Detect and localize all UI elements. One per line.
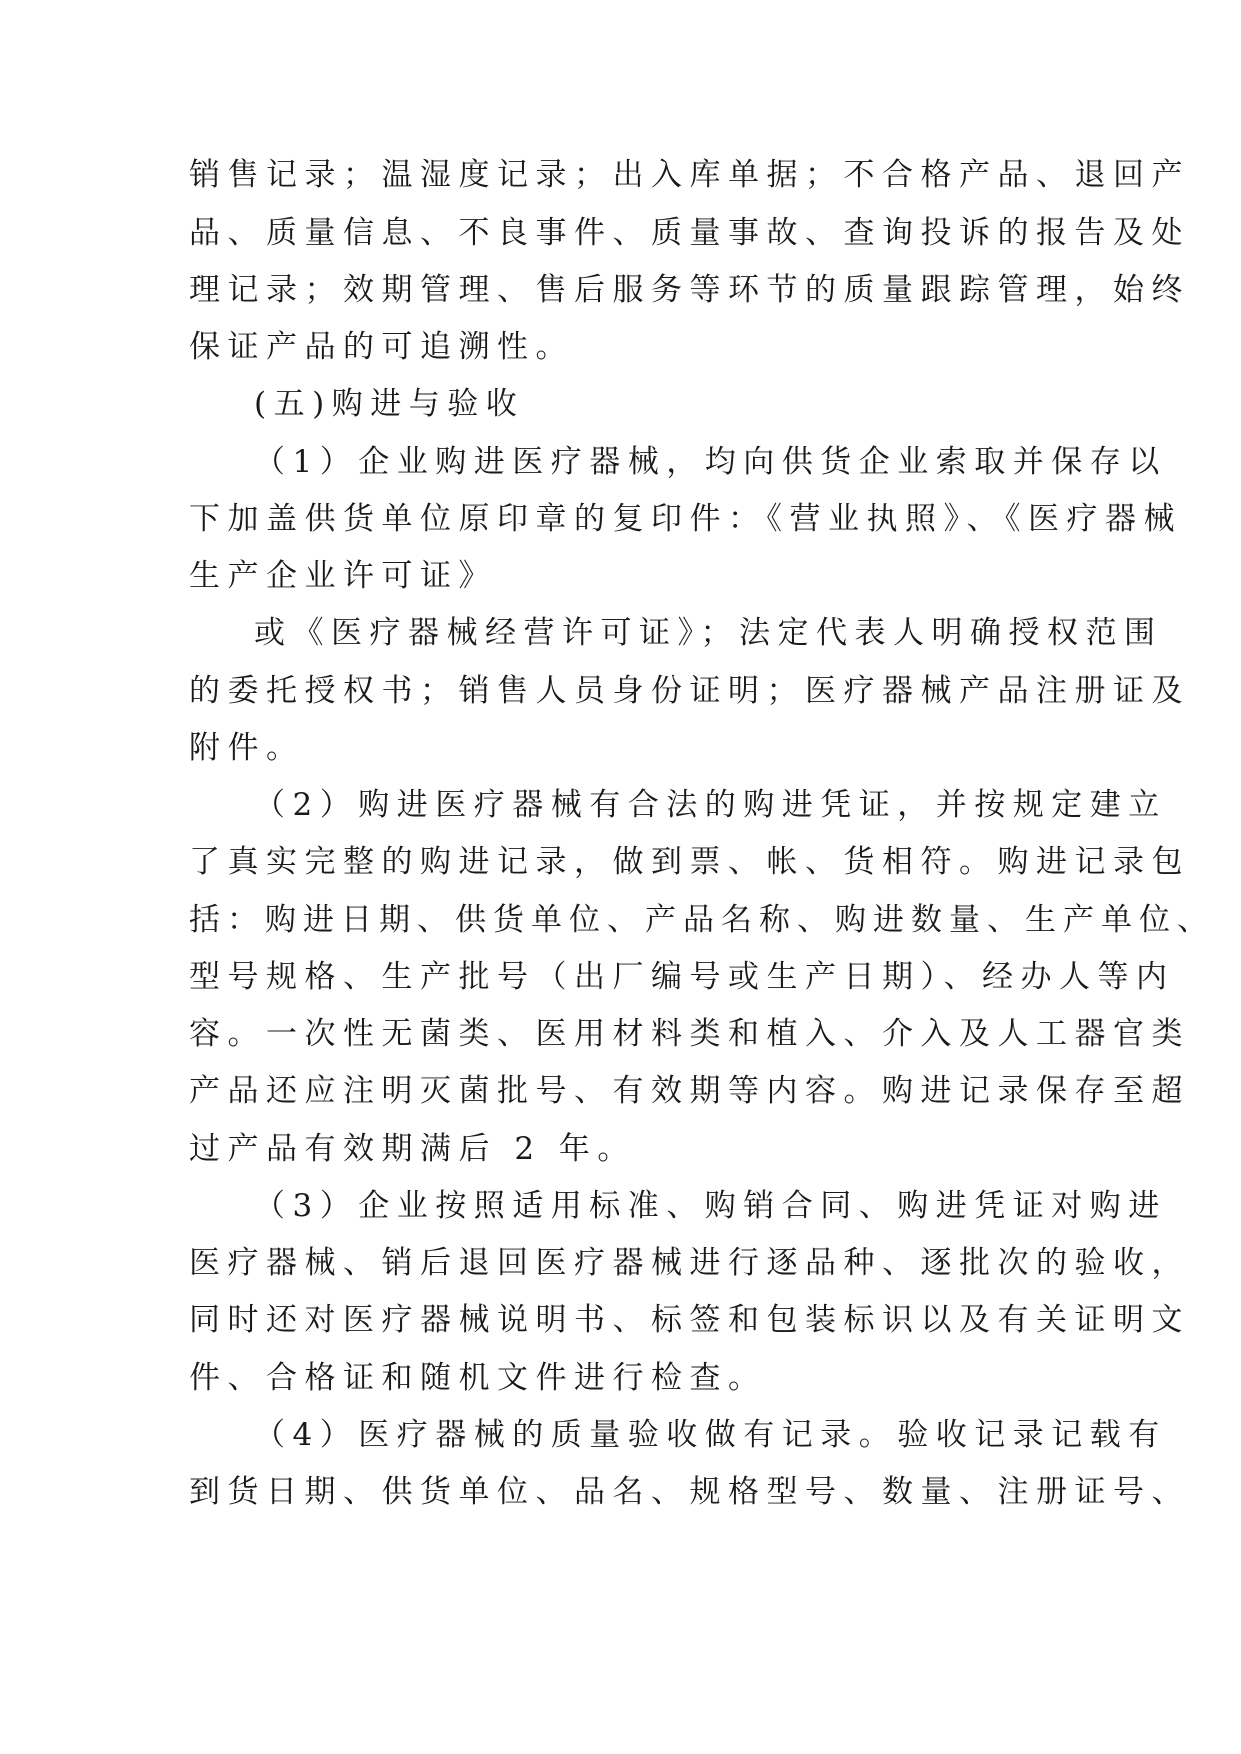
text-line: 品、质量信息、不良事件、质量事故、查询投诉的报告及处 (189, 215, 1190, 251)
text-line: 同时还对医疗器械说明书、标签和包装标识以及有关证明文 (189, 1302, 1190, 1338)
text-line: 过产品有效期满后 2 年。 (189, 1131, 636, 1167)
text-line: 的委托授权书；销售人员身份证明；医疗器械产品注册证及 (189, 673, 1190, 709)
text-line: 或《医疗器械经营许可证》；法定代表人明确授权范围 (254, 615, 1163, 651)
text-line: 附件。 (189, 730, 305, 766)
text-line: 销售记录；温湿度记录；出入库单据；不合格产品、退回产 (189, 157, 1190, 193)
section-heading: (五)购进与验收 (254, 386, 525, 422)
text-line: 产品还应注明灭菌批号、有效期等内容。购进记录保存至超 (189, 1073, 1190, 1109)
text-line: 括：购进日期、供货单位、产品名称、购进数量、生产单位、 (189, 902, 1215, 938)
text-line: 生产企业许可证》 (189, 558, 497, 594)
text-line: 下加盖供货单位原印章的复印件：《营业执照》、《医疗器械 (189, 501, 1182, 537)
text-line: 保证产品的可追溯性。 (189, 329, 574, 365)
text-line: 理记录；效期管理、售后服务等环节的质量跟踪管理，始终 (189, 272, 1190, 308)
text-line: 了真实完整的购进记录，做到票、帐、货相符。购进记录包 (189, 844, 1190, 880)
text-line: （2）购进医疗器械有合法的购进凭证，并按规定建立 (254, 787, 1167, 823)
text-line: （3）企业按照适用标准、购销合同、购进凭证对购进 (254, 1188, 1167, 1224)
text-line: （4）医疗器械的质量验收做有记录。验收记录记载有 (254, 1417, 1167, 1453)
text-line: 到货日期、供货单位、品名、规格型号、数量、注册证号、 (189, 1474, 1190, 1510)
text-line: （1）企业购进医疗器械，均向供货企业索取并保存以 (254, 444, 1167, 480)
text-line: 件、合格证和随机文件进行检查。 (189, 1360, 767, 1396)
text-line: 医疗器械、销后退回医疗器械进行逐品种、逐批次的验收， (189, 1245, 1190, 1281)
text-line: 容。一次性无菌类、医用材料类和植入、介入及人工器官类 (189, 1016, 1190, 1052)
text-line: 型号规格、生产批号（出厂编号或生产日期）、经办人等内 (189, 959, 1175, 995)
